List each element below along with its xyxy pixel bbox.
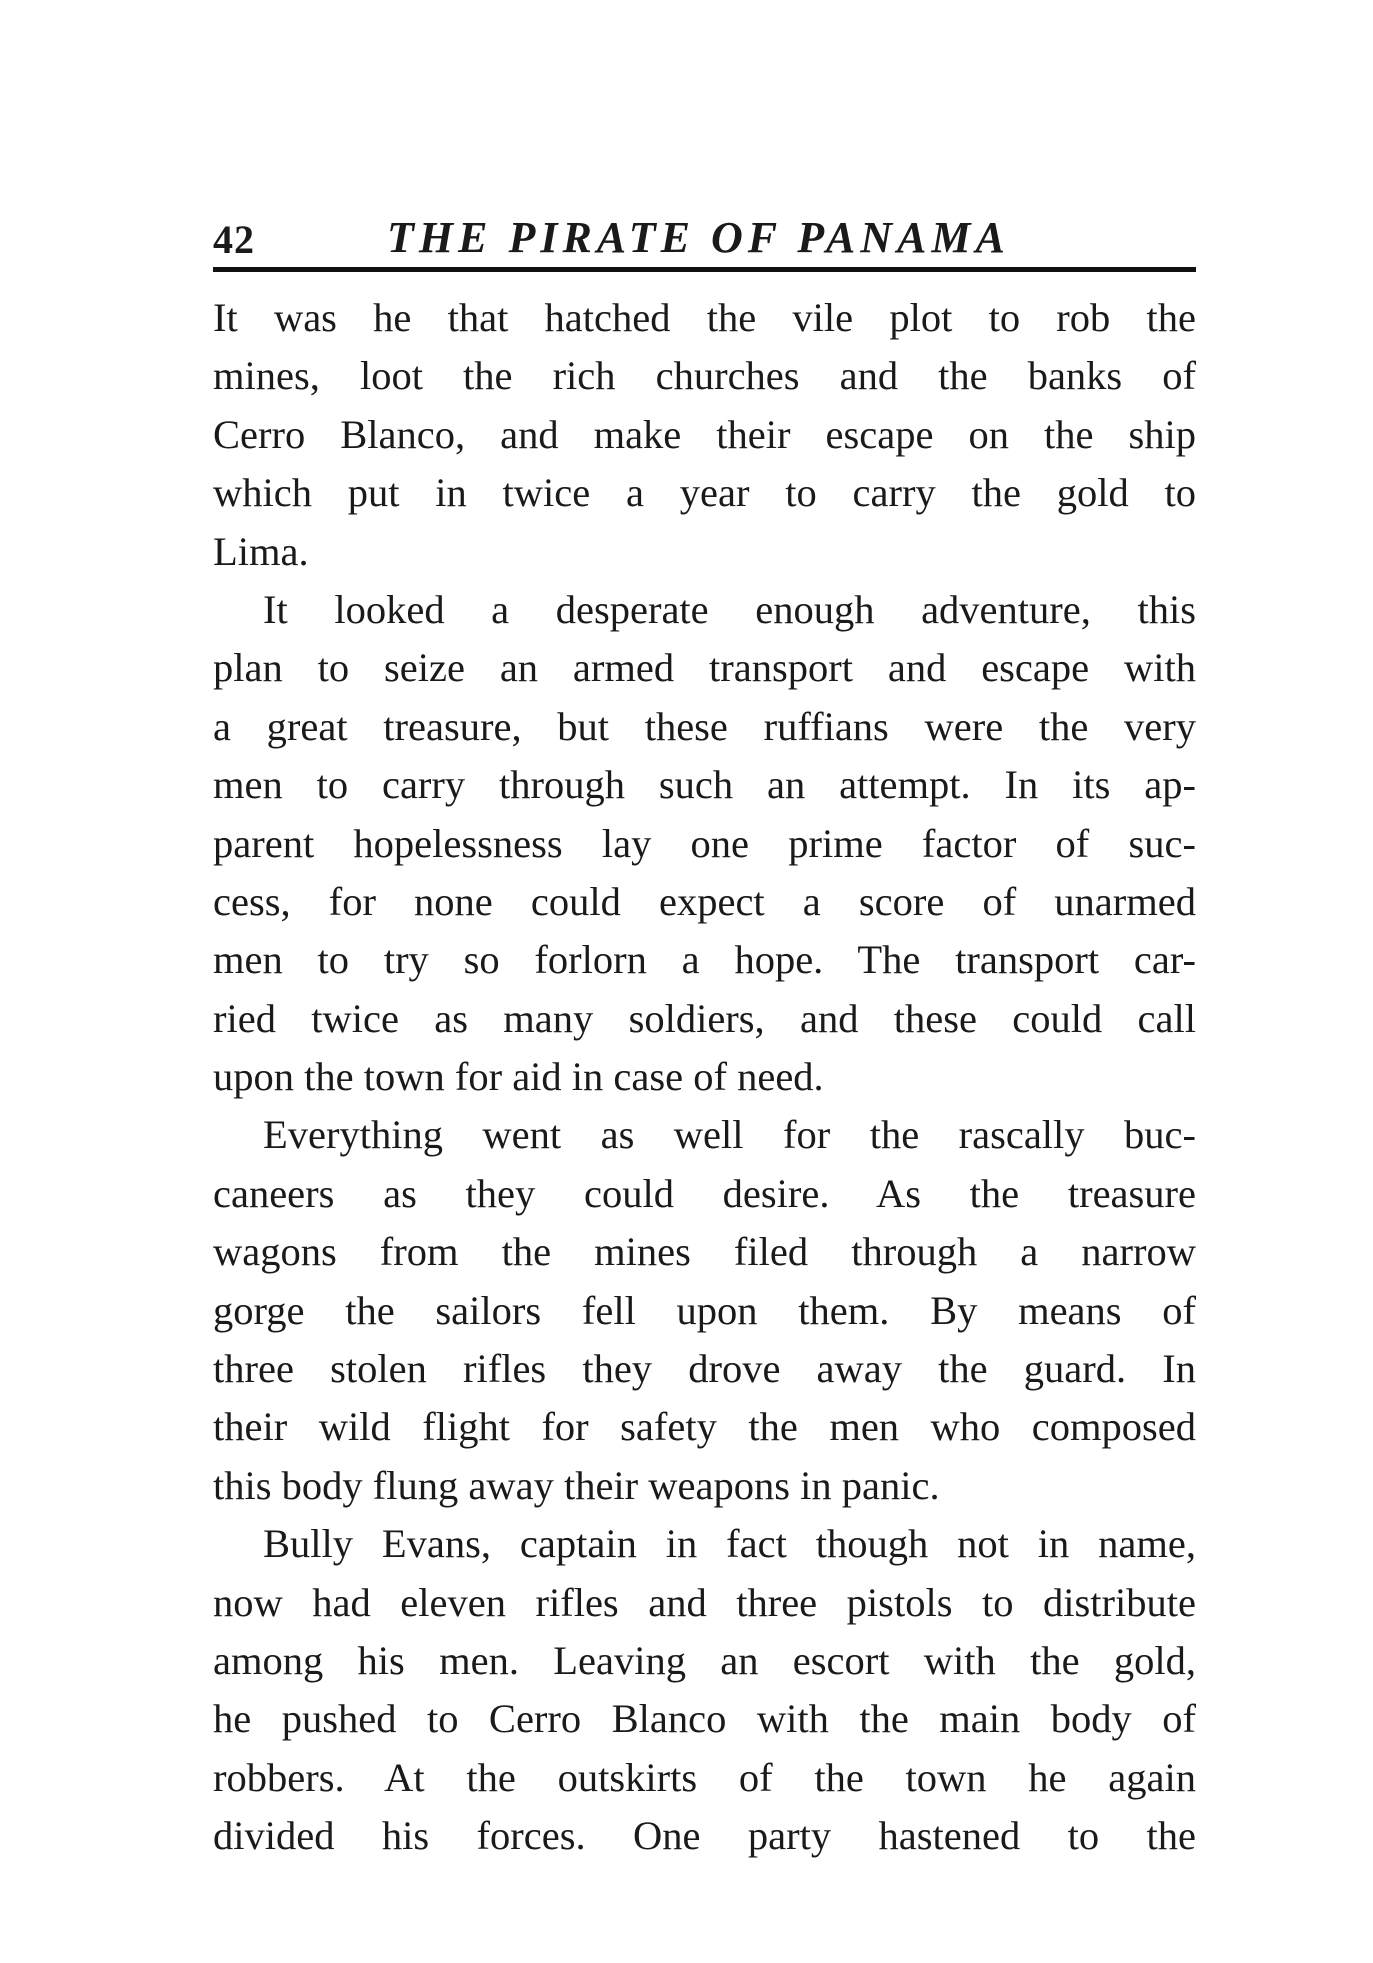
running-title: THE PIRATE OF PANAMA [387, 213, 1010, 262]
text-line: this body flung away their weapons in panic. [213, 1462, 940, 1508]
text-line: a great treasure, but these ruffians were the very [213, 703, 1196, 749]
text-line: Bully Evans, captain in fact though not in name, [263, 1521, 1196, 1567]
text-line: men to carry through such an attempt. In its ap- [213, 762, 1196, 808]
text-line: wagons from the mines filed through a narrow [213, 1229, 1196, 1275]
paragraph [213, 1106, 1196, 1515]
text-line: plan to seize an armed transport and escape with [213, 645, 1196, 691]
text-line: upon the town for aid in case of need. [213, 1054, 824, 1100]
text-line: caneers as they could desire. As the treasure [213, 1170, 1196, 1216]
page-header [213, 208, 1193, 268]
body-text [213, 289, 1196, 1866]
text-line: It was he that hatched the vile plot to rob the [213, 295, 1196, 340]
text-line: Everything went as well for the rascally buc- [263, 1112, 1196, 1158]
page-number: 42 [213, 217, 255, 262]
text-line: robbers. At the outskirts of the town he again [213, 1754, 1196, 1800]
text-line: men to try so forlorn a hope. The transport car- [213, 937, 1196, 983]
text-line: parent hopelessness lay one prime factor of suc- [213, 820, 1196, 866]
paragraph [213, 1515, 1196, 1865]
text-line: Lima. [213, 528, 309, 574]
text-line: ried twice as many soldiers, and these could call [213, 995, 1196, 1041]
paragraph [213, 581, 1196, 1107]
text-line: cess, for none could expect a score of unarmed [213, 878, 1196, 924]
text-line: he pushed to Cerro Blanco with the main body of [213, 1696, 1196, 1742]
text-line: among his men. Leaving an escort with the gold, [213, 1637, 1196, 1683]
header-rule [213, 267, 1196, 272]
text-line: divided his forces. One party hastened to the [213, 1813, 1196, 1859]
text-line: It looked a desperate enough adventure, this [263, 586, 1196, 632]
text-line: three stolen rifles they drove away the guard. In [213, 1346, 1196, 1392]
text-line: their wild flight for safety the men who composed [213, 1404, 1196, 1450]
text-line: mines, loot the rich churches and the banks of [213, 353, 1196, 399]
text-line: which put in twice a year to carry the gold to [213, 470, 1196, 516]
text-line: now had eleven rifles and three pistols to distribute [213, 1579, 1196, 1625]
paragraph [213, 289, 1196, 581]
text-line: Cerro Blanco, and make their escape on the ship [213, 411, 1196, 457]
text-line: gorge the sailors fell upon them. By means of [213, 1287, 1196, 1333]
